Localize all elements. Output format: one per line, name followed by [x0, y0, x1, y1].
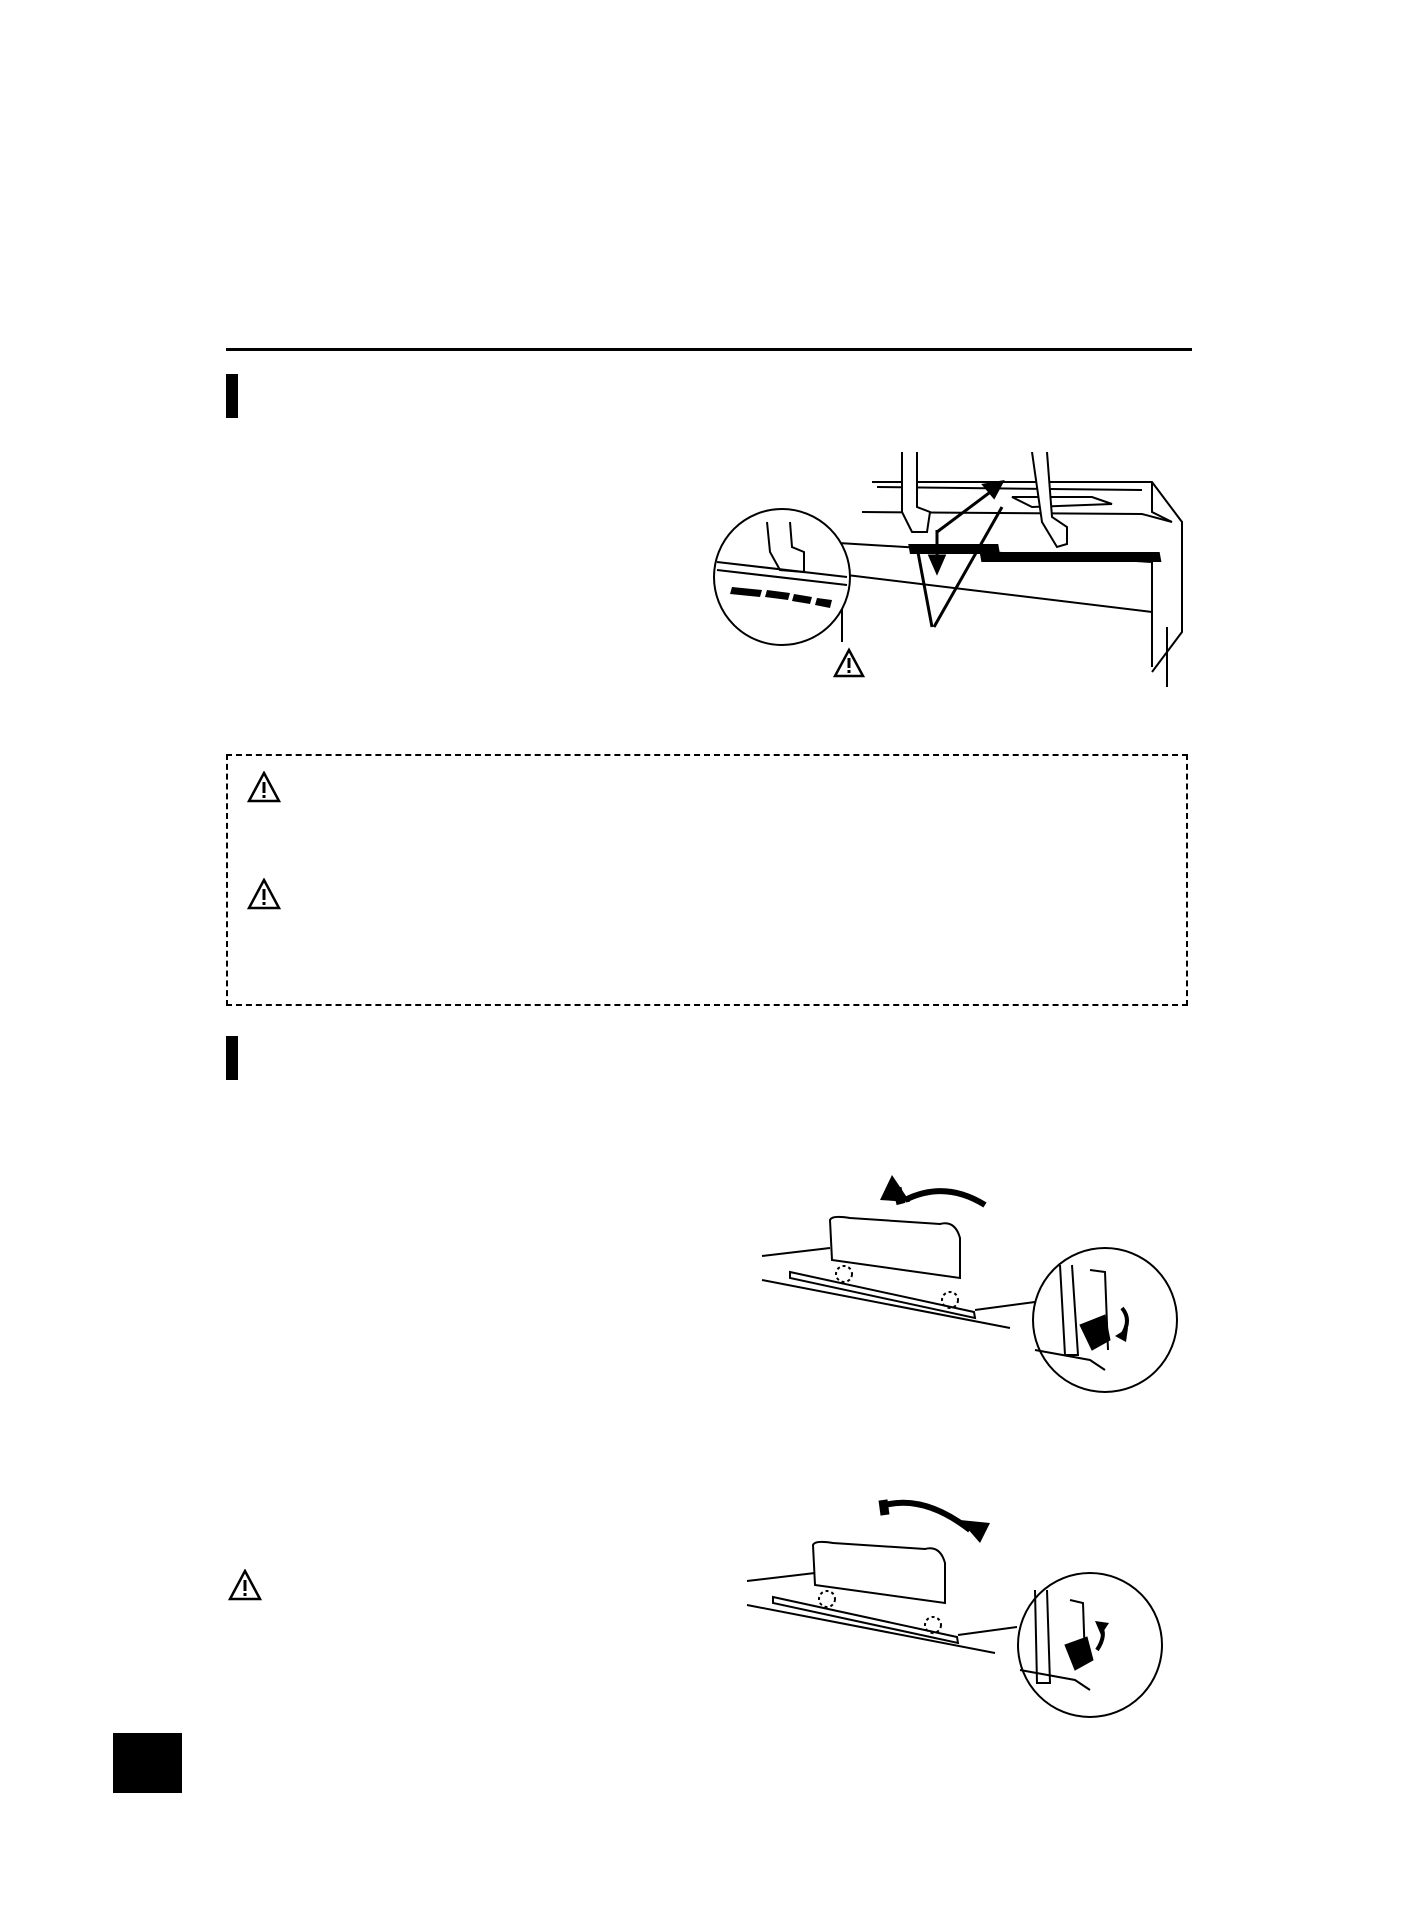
- caution-triangle-icon: [228, 1569, 262, 1601]
- caution-triangle-icon: [247, 878, 281, 910]
- section-marker-music-rest: [226, 1036, 238, 1080]
- caution-triangle-icon: [247, 771, 281, 803]
- music-rest-lower-illustration: [745, 1485, 1165, 1725]
- section-marker-keyboard-cover: [226, 374, 238, 418]
- caution-notice-box: [226, 754, 1188, 1006]
- music-rest-raise-illustration: [760, 1160, 1180, 1400]
- keyboard-cover-illustration: [712, 452, 1192, 692]
- page-number-tab: [113, 1733, 182, 1793]
- header-rule: [226, 348, 1192, 351]
